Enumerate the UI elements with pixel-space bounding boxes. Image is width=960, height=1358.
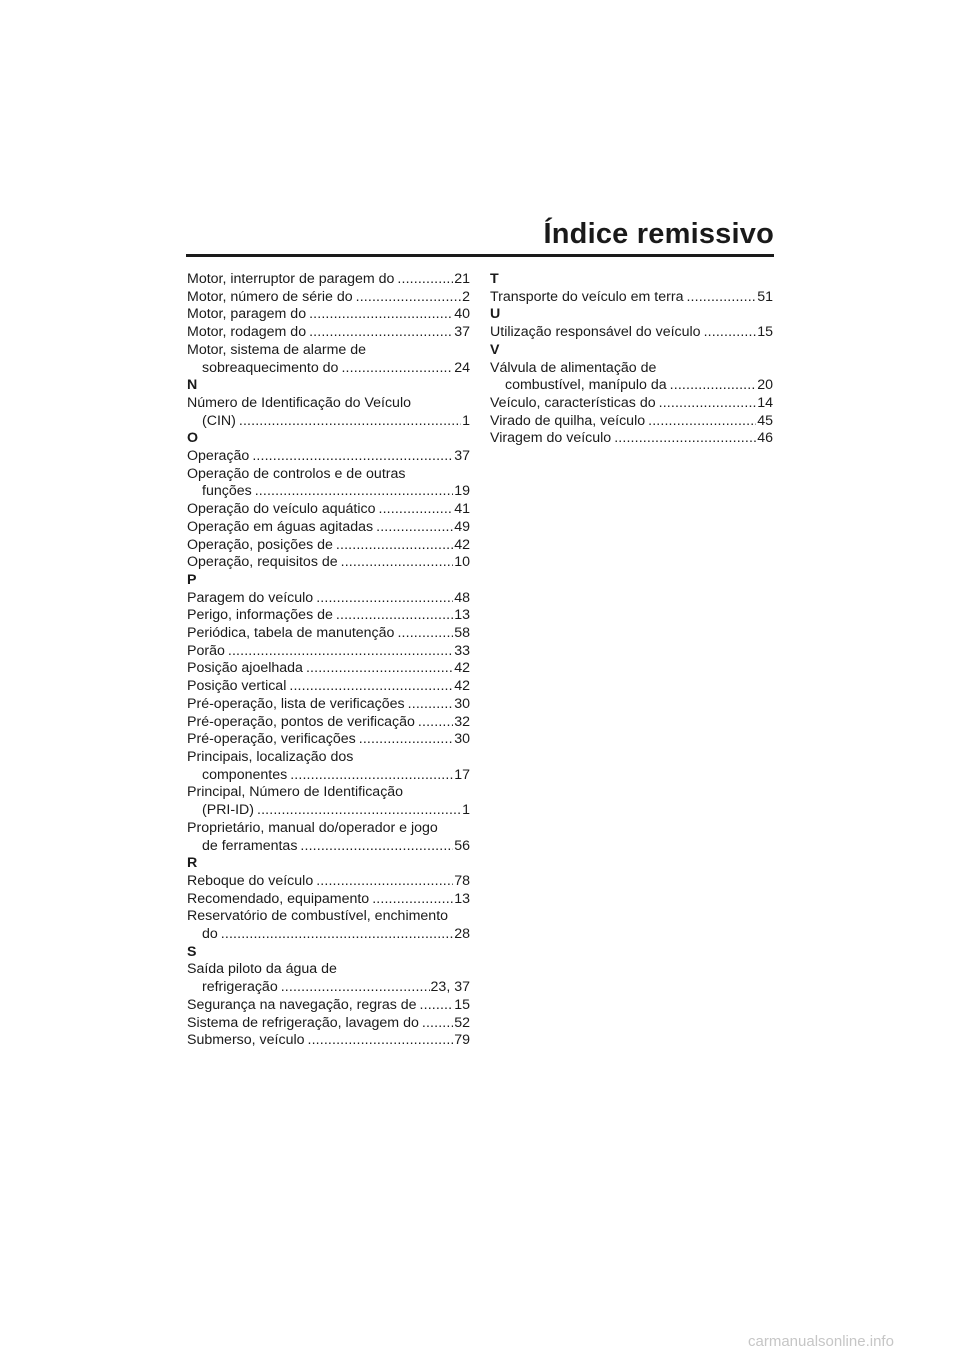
index-letter: P: [187, 571, 197, 588]
dot-leader: [290, 767, 453, 785]
index-entry: [187, 342, 470, 377]
index-entry-label: Transporte do veículo em terra: [490, 288, 684, 305]
index-entry-label: Reboque do veículo: [187, 872, 314, 889]
dot-leader: [614, 430, 756, 448]
index-entry: [187, 324, 470, 342]
index-page-number: 1: [462, 412, 470, 429]
index-entry-label: Periódica, tabela de manutenção: [187, 625, 395, 642]
index-entry-label: Pré-operação, lista de verificações: [187, 695, 405, 712]
index-entry: [490, 413, 773, 431]
dot-leader: [221, 926, 453, 944]
index-page-number: 45: [757, 412, 773, 429]
index-letter: U: [490, 306, 501, 323]
index-entry: [187, 731, 470, 749]
index-entry-label: Operação, posições de: [187, 536, 333, 553]
index-entry: [187, 749, 470, 784]
index-entry: [187, 289, 470, 307]
index-entry: [187, 625, 470, 643]
dot-leader: [255, 483, 454, 501]
index-entry: [490, 430, 773, 448]
index-page-number: 17: [454, 766, 470, 783]
index-page-number: 46: [757, 430, 773, 447]
dot-leader: [257, 802, 461, 820]
index-page-number: 15: [454, 996, 470, 1013]
index-page-number: 30: [454, 695, 470, 712]
dot-leader: [422, 1015, 453, 1033]
watermark: carmanualsonline.info: [748, 1333, 894, 1350]
index-entry: [187, 395, 470, 430]
index-entry-label: Reservatório de combustível, enchimento: [187, 908, 449, 925]
index-entry-label: Veículo, características do: [490, 394, 656, 411]
index-page-number: 28: [454, 926, 470, 943]
index-entry-label: Sistema de refrigeração, lavagem do: [187, 1014, 419, 1031]
dot-leader: [289, 678, 453, 696]
index-entry-label: Válvula de alimentação de: [490, 359, 657, 376]
index-entry: [187, 714, 470, 732]
dot-leader: [306, 660, 453, 678]
index-page-number: 42: [454, 536, 470, 553]
dot-leader: [316, 590, 453, 608]
index-entry: [187, 501, 470, 519]
dot-leader: [659, 395, 757, 413]
index-entry: [187, 590, 470, 608]
index-page-number: 58: [454, 625, 470, 642]
index-entry: [490, 324, 773, 342]
dot-leader: [704, 324, 757, 342]
index-letter: O: [187, 430, 199, 447]
index-entry: [490, 360, 773, 395]
index-entry: [187, 961, 470, 996]
index-entry-label: Motor, rodagem do: [187, 324, 307, 341]
index-page-number: 37: [454, 324, 470, 341]
index-letter: S: [187, 943, 197, 960]
index-entry: [187, 696, 470, 714]
dot-leader: [359, 731, 453, 749]
index-entry-label: Operação: [187, 448, 250, 465]
index-entry: [187, 1015, 470, 1033]
index-entry-label: Operação de controlos e de outras: [187, 465, 406, 482]
index-page-number: 79: [454, 1032, 470, 1049]
index-entry-label: de ferramentas: [202, 837, 298, 854]
index-entry: [187, 466, 470, 501]
index-page-number: 48: [454, 589, 470, 606]
index-entry-label: Saída piloto da água de: [187, 961, 337, 978]
dot-leader: [252, 448, 453, 466]
dot-leader: [341, 360, 453, 378]
index-entry: [187, 643, 470, 661]
index-entry-label: Proprietário, manual do/operador e jogo: [187, 819, 438, 836]
index-column-right: [490, 271, 773, 448]
index-entry: [187, 519, 470, 537]
index-page-number: 20: [757, 377, 773, 394]
index-entry: [187, 554, 470, 572]
dot-leader: [372, 891, 453, 909]
index-entry: [187, 891, 470, 909]
dot-leader: [228, 643, 453, 661]
index-entry-label: Operação em águas agitadas: [187, 518, 374, 535]
index-page-number: 14: [757, 394, 773, 411]
index-page-number: 78: [454, 872, 470, 889]
index-page-number: 19: [454, 483, 470, 500]
dot-leader: [686, 289, 756, 307]
index-entry: [187, 660, 470, 678]
index-letter: V: [490, 341, 500, 358]
index-entry-label: Motor, número de série do: [187, 288, 353, 305]
dot-leader: [316, 873, 453, 891]
index-entry-label: Submerso, veículo: [187, 1032, 305, 1049]
index-page-number: 13: [454, 607, 470, 624]
index-entry: [187, 678, 470, 696]
index-page-number: 52: [454, 1014, 470, 1031]
index-entry-label: Viragem do veículo: [490, 430, 612, 447]
dot-leader: [356, 289, 462, 307]
dot-leader: [648, 413, 756, 431]
index-column-left: [187, 271, 470, 1050]
index-entry-label: Principais, localização dos: [187, 748, 354, 765]
dot-leader: [397, 271, 453, 289]
index-entry-label: Virado de quilha, veículo: [490, 412, 646, 429]
dot-leader: [239, 413, 461, 431]
dot-leader: [341, 554, 454, 572]
index-entry: [187, 448, 470, 466]
index-entry-label: Perigo, informações de: [187, 607, 333, 624]
index-entry-label: combustível, manípulo da: [505, 377, 667, 394]
index-entry-label: Posição ajoelhada: [187, 660, 303, 677]
index-entry: [187, 784, 470, 819]
dot-leader: [308, 1032, 454, 1050]
index-page-number: 13: [454, 890, 470, 907]
index-entry-label: funções: [202, 483, 252, 500]
dot-leader: [300, 838, 453, 856]
index-page-number: 42: [454, 678, 470, 695]
index-entry-label: sobreaquecimento do: [202, 359, 339, 376]
index-entry-label: Número de Identificação do Veículo: [187, 394, 411, 411]
index-entry-label: Utilização responsável do veículo: [490, 324, 701, 341]
dot-leader: [397, 625, 453, 643]
index-page-number: 32: [454, 713, 470, 730]
index-entry: [490, 395, 773, 413]
dot-leader: [418, 714, 453, 732]
index-entry-label: Porão: [187, 642, 225, 659]
index-page-number: 1: [462, 802, 470, 819]
index-entry-label: Pré-operação, verificações: [187, 731, 356, 748]
index-entry: [187, 306, 470, 324]
index-entry-label: Motor, interruptor de paragem do: [187, 271, 395, 287]
index-page-number: 30: [454, 731, 470, 748]
index-entry: [187, 607, 470, 625]
index-page-number: 41: [454, 501, 470, 518]
index-page-number: 49: [454, 518, 470, 535]
index-page-number: 42: [454, 660, 470, 677]
dot-leader: [420, 997, 454, 1015]
index-entry-label: Recomendado, equipamento: [187, 890, 370, 907]
index-page-number: 51: [757, 288, 773, 305]
index-entry-label: Pré-operação, pontos de verificação: [187, 713, 415, 730]
index-entry-label: Motor, paragem do: [187, 306, 307, 323]
index-entry-label: do: [202, 926, 218, 943]
index-entry: [187, 873, 470, 891]
index-page-number: 56: [454, 837, 470, 854]
index-page-number: 33: [454, 642, 470, 659]
index-entry-label: Operação do veículo aquático: [187, 501, 376, 518]
index-page-number: 21: [454, 271, 470, 287]
index-letter: T: [490, 271, 499, 287]
dot-leader: [336, 537, 453, 555]
index-entry-label: Operação, requisitos de: [187, 554, 338, 571]
index-entry-label: Segurança na navegação, regras de: [187, 996, 417, 1013]
index-entry: [187, 820, 470, 855]
index-page-number: 24: [454, 359, 470, 376]
index-page-number: 40: [454, 306, 470, 323]
index-entry: [187, 908, 470, 943]
dot-leader: [281, 979, 430, 997]
dot-leader: [376, 519, 453, 537]
index-entry-label: refrigeração: [202, 979, 278, 996]
index-page-number: 2: [462, 288, 470, 305]
index-page-number: 23, 37: [430, 979, 470, 996]
page-title: Índice remissivo: [543, 218, 774, 250]
index-entry-label: Motor, sistema de alarme de: [187, 341, 366, 358]
index-entry: [187, 537, 470, 555]
index-entry: [490, 289, 773, 307]
dot-leader: [336, 607, 453, 625]
index-entry: [187, 997, 470, 1015]
index-page-number: 15: [757, 324, 773, 341]
index-entry-label: (PRI-ID): [202, 802, 255, 819]
dot-leader: [670, 377, 757, 395]
index-letter: N: [187, 377, 198, 394]
index-entry: [187, 271, 470, 289]
index-page-number: 37: [454, 448, 470, 465]
dot-leader: [309, 324, 453, 342]
index-page-number: 10: [454, 554, 470, 571]
index-entry: [187, 1032, 470, 1050]
index-letter: R: [187, 855, 198, 872]
index-entry-label: Paragem do veículo: [187, 589, 314, 606]
title-rule: [186, 254, 774, 257]
dot-leader: [379, 501, 454, 519]
index-entry-label: componentes: [202, 766, 288, 783]
dot-leader: [309, 306, 453, 324]
index-entry-label: (CIN): [202, 412, 236, 429]
dot-leader: [408, 696, 454, 714]
index-entry-label: Posição vertical: [187, 678, 287, 695]
index-entry-label: Principal, Número de Identificação: [187, 784, 404, 801]
